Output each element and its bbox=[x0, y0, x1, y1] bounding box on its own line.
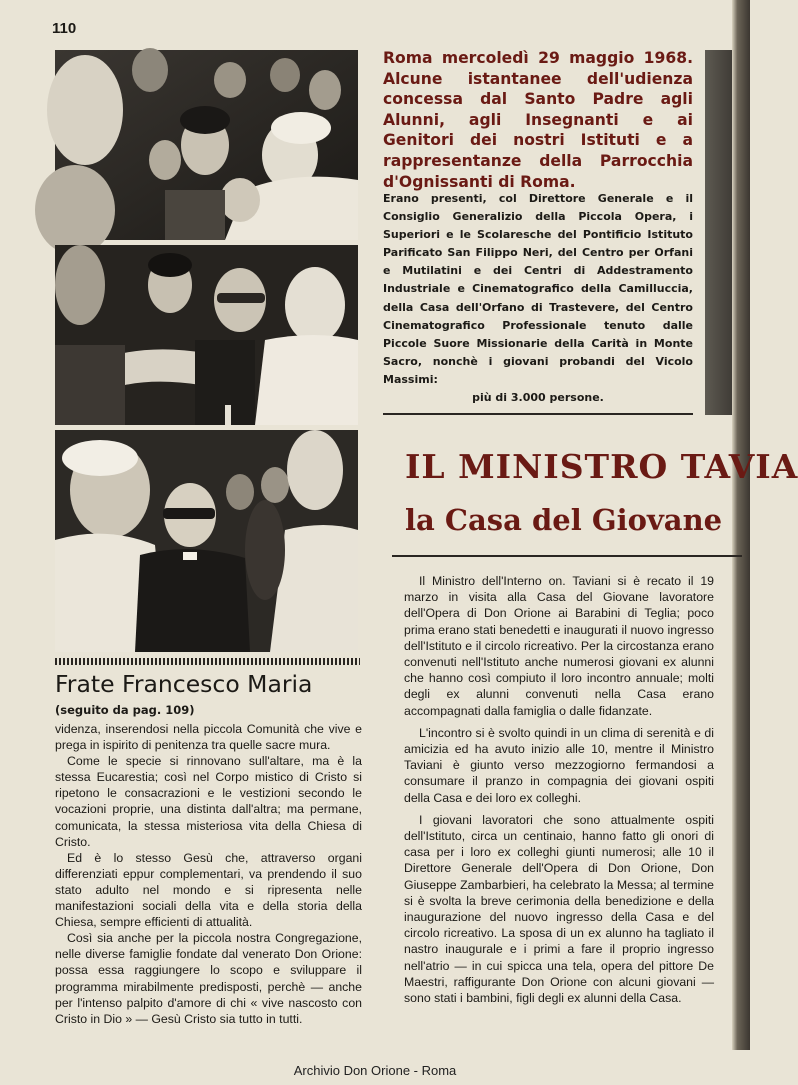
article-paragraph: Il Ministro dell'Interno on. Taviani si è recato il 19 marzo in visita alla Casa del Giovane lavoratore dell'Opera di Don Orione ai Barabini di Teglia; poco prima erano stati benedetti e inaugurati il nuovo ingresso dell'Istituto e il circolo ricreativo. Per la circostanza erano convenuti nell'Istituto anche numerosi giovani ex alunni che hanno così compiuto il loro incontro annuale; molti degli ex alunni convenuti nella Casa erano accompagnati dalla famiglia o dalle fidanzate. bbox=[404, 574, 714, 718]
article-paragraph: Così sia anche per la piccola nostra Congregazione, nelle diverse famiglie fondate dal venerato Don Orione: possa essa raggiungere lo scopo e sviluppare il programma mirabilmente predisposti, perchè — anche per l'intenso palpito d'amore di chi « vive nascosto con Cristo in Dio » — Gesù Cristo sia tutto in tutti. bbox=[55, 931, 362, 1026]
attendees-total: più di 3.000 persone. bbox=[472, 391, 604, 405]
frate-article-body bbox=[55, 721, 362, 1027]
section-divider-striped bbox=[55, 658, 360, 665]
caption-divider bbox=[383, 413, 693, 415]
attendees-paragraph bbox=[383, 190, 693, 407]
article-paragraph: I giovani lavoratori che sono attualmente ospiti dell'Istituto, circa un centinaio, hanno fatto gli onori di casa per i loro ex colleghi giunti numerosi; alle 10 il Direttore Generale dell'Opera di Don Orione, Don Giuseppe Zambarbieri, ha celebrato la Messa; al termine si è svolta la breve cerimonia della benedizione e della inaugurazione del nuovo ingresso della Casa e del circolo ricreativo. La sposa di un ex alunno ha tagliato il nastro inaugurale e i primi a fare il proprio ingresso nell'atrio — in cui spicca una tela, opera del pittore De Maestri, raffigurante Don Orione con alcuni giovani — sono stati i bambini, figli degli ex alunni della Casa. bbox=[404, 812, 714, 1006]
headline-line-2: la Casa del Giovane bbox=[405, 503, 723, 537]
page-number: 110 bbox=[52, 20, 77, 37]
headline-divider bbox=[392, 555, 742, 557]
archive-footer: Archivio Don Orione - Roma bbox=[293, 1063, 457, 1078]
article-paragraph: Come le specie si rinnovano sull'altare, ma è la stessa Eucarestia; così nel Corpo mistico di Cristo si ripetono le consacrazioni e le vestizioni secondo le vocazioni proprie, una distinta dall'altra; ma permane, comunicata, la stessa misteriosa vita della Chiesa di Cristo. bbox=[55, 754, 362, 849]
article-paragraph: L'incontro si è svolto quindi in un clima di serenità e di amicizia ed ha avuto inizio alle 10, mentre il Ministro Taviani è giunto verso mezzogiorno fermandosi a consumare il pranzo in compagnia dei giovani ospiti della Casa e dei loro ex colleghi. bbox=[404, 725, 714, 805]
article-title: Frate Francesco Maria bbox=[55, 670, 313, 698]
audience-photo-handshake bbox=[55, 245, 358, 425]
article-paragraph: videnza, inserendosi nella piccola Comunità che vive e prega in ispirito di penitenza tra quelle sacre mura. bbox=[55, 722, 362, 753]
attendees-text: Erano presenti, col Direttore Generale e il Consiglio Generalizio della Piccola Opera, i Superiori e le Scolaresche del Pontificio Istituto Parificato San Filippo Neri, del Centro per Orfani e Mutilatini e dei Centri di Addestramento Industriale e Cinematografico della Camilluccia, della Casa dell'Orfano di Trastevere, del Centro Cinematografico Professionale tenuto dalle Piccole Suore Missionarie della Carità in Monte Sacro, nonchè i giovani probandi del Vicolo Massimi: bbox=[383, 192, 693, 386]
headline-line-1: IL MINISTRO TAVIA bbox=[405, 447, 798, 486]
photo-caption: Roma mercoledì 29 maggio 1968. Alcune istantanee dell'udienza concessa dal Santo Padre agli Alunni, agli Insegnanti e ai Genitori dei nostri Istituti e a rappresentanze della Parrocchia d'Ognissanti di Roma. bbox=[383, 49, 693, 191]
ministro-article-body bbox=[404, 573, 714, 1012]
continued-from-note: (seguito da pag. 109) bbox=[55, 703, 195, 717]
article-paragraph: Ed è lo stesso Gesù che, attraverso organi differenziati eppur complementari, va prendendo il suo stato adulto nel mondo e si ripresenta nelle manifestazioni sociali della vita e della storia della Chiesa, sempre efficienti di attualità. bbox=[55, 850, 362, 930]
audience-photo-priest bbox=[55, 430, 358, 652]
audience-photo-crowd bbox=[55, 50, 358, 240]
